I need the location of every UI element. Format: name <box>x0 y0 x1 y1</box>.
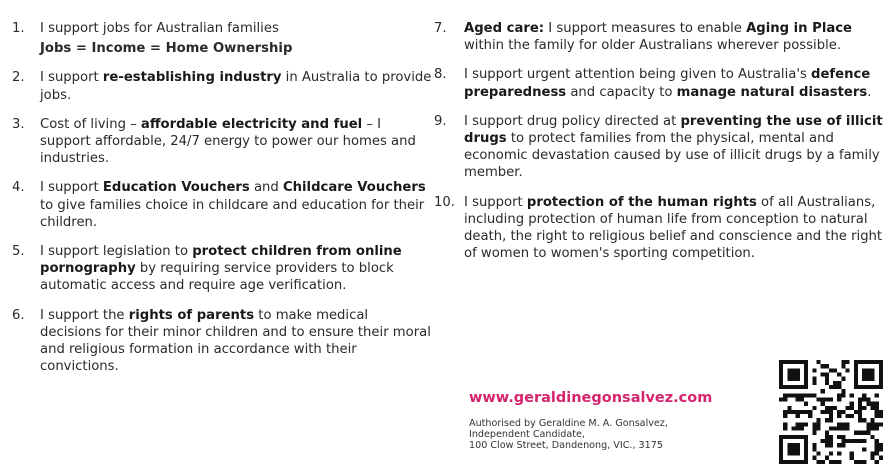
policy-number: 6. <box>12 307 25 323</box>
policy-number: 5. <box>12 244 25 260</box>
qr-code-icon[interactable] <box>779 357 883 467</box>
policy-list-right <box>434 20 884 274</box>
policy-highlight: preventing the use of illicit drugs <box>464 113 883 147</box>
policy-highlight: Aged care: <box>464 21 545 36</box>
policy-highlight: re-establishing industry <box>102 70 282 86</box>
policy-number: 4. <box>12 180 25 196</box>
policy-number: 8. <box>434 67 447 83</box>
policy-highlight: manage natural disasters <box>676 84 868 100</box>
policy-item <box>12 116 432 168</box>
policy-text-segment: I support legislation to <box>40 244 193 260</box>
policy-item <box>434 20 884 54</box>
auth-line: Authorised by Geraldine M. A. Gonsalvez, <box>469 418 668 429</box>
policy-item <box>12 243 432 295</box>
auth-line: 100 Clow Street, Dandenong, VIC., 3175 <box>469 440 663 451</box>
policy-text-segment: in Australia to provide jobs. <box>40 70 432 103</box>
website-link[interactable]: www.geraldinegonsalvez.com <box>469 390 713 406</box>
policy-text-segment: of all Australians, including protection of human life from conception to natural death, the right to religious belief and conscience and the right of women to women's sporting competition. <box>464 194 883 262</box>
policy-text-segment: to make medical decisions for their minor children and to ensure their moral and religious formation in accordance with their convictions. <box>40 307 431 375</box>
policy-text <box>464 66 884 100</box>
policy-number: 9. <box>434 113 447 129</box>
policy-highlight: rights of parents <box>128 307 255 323</box>
policy-text <box>464 20 884 54</box>
policy-text <box>40 20 432 57</box>
policy-text-segment: and capacity to <box>566 84 677 100</box>
policy-text-segment: Cost of living – <box>40 116 141 132</box>
policy-highlight: affordable electricity and fuel <box>140 116 363 132</box>
policy-item <box>434 113 884 182</box>
policy-text-segment: to give families choice in childcare and education for their children. <box>40 197 425 230</box>
policy-text-segment: I support <box>40 70 103 86</box>
policy-text-segment: I support measures to enable <box>544 21 747 36</box>
auth-line: Independent Candidate, <box>469 429 585 440</box>
policy-text-segment: I support urgent attention being given to Australia's <box>464 67 812 83</box>
policy-text <box>40 179 432 231</box>
policy-text-segment: by requiring service providers to block automatic access and require age verification. <box>40 261 394 294</box>
policy-number: 2. <box>12 70 25 86</box>
policy-item <box>434 194 884 263</box>
policy-text <box>40 116 432 168</box>
policy-text-segment: I support <box>40 180 103 196</box>
policy-item <box>12 69 432 103</box>
policy-text-segment: I support the <box>40 307 129 323</box>
policy-number: 10. <box>434 194 455 210</box>
policy-highlight: defence preparedness <box>464 67 871 100</box>
authorisation-statement <box>469 418 668 451</box>
policy-text <box>464 113 884 182</box>
policy-text-segment: I support drug policy directed at <box>464 113 681 129</box>
policy-highlight: Education Vouchers <box>102 180 250 196</box>
policy-text-segment: to protect families from the physical, mental and economic devastation caused by use of illicit drugs by a family member. <box>464 131 880 181</box>
policy-number: 3. <box>12 116 25 132</box>
policy-slogan: Jobs = Income = Home Ownership <box>40 41 293 57</box>
policy-text-segment: I support <box>464 194 527 210</box>
policy-item <box>12 307 432 376</box>
policy-list-left <box>12 20 432 387</box>
policy-number: 1. <box>12 21 25 36</box>
policy-highlight: Childcare Vouchers <box>282 180 426 196</box>
policy-text-segment: . <box>867 84 872 100</box>
policy-item <box>12 179 432 231</box>
policy-text-segment: I support jobs for Australian families <box>40 21 279 36</box>
policy-highlight: Aging in Place <box>746 21 852 36</box>
policy-item <box>434 66 884 100</box>
policy-highlight: protect children from online pornography <box>40 244 402 277</box>
policy-text <box>40 69 432 103</box>
policy-text-segment: and <box>249 180 283 196</box>
policy-text <box>464 194 884 263</box>
policy-item <box>12 20 432 57</box>
policy-number: 7. <box>434 21 447 36</box>
policy-text <box>40 243 432 295</box>
policy-text-segment: – I support affordable, 24/7 energy to power our homes and industries. <box>40 116 416 167</box>
policy-highlight: protection of the human rights <box>526 194 757 210</box>
policy-text <box>40 307 432 376</box>
policy-text-segment: within the family for older Australians wherever possible. <box>464 38 842 54</box>
